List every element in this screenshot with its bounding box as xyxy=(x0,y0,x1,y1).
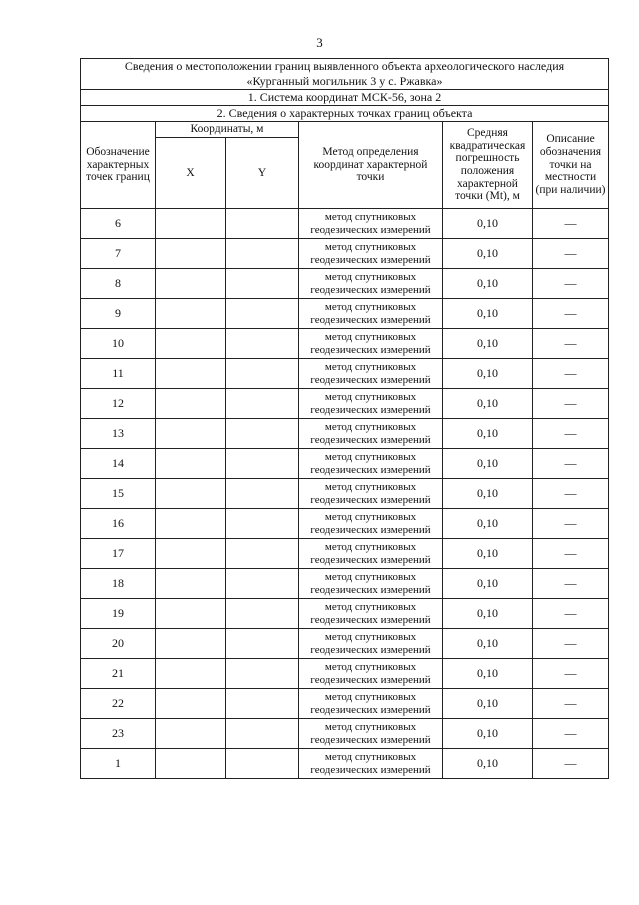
description-cell: — xyxy=(533,359,609,389)
table-row xyxy=(81,569,609,599)
header-x: X xyxy=(156,138,226,209)
x-cell xyxy=(156,509,226,539)
point-cell: 21 xyxy=(81,659,156,689)
error-cell: 0,10 xyxy=(443,629,533,659)
x-cell xyxy=(156,299,226,329)
header-description: Описание обозначения точки на местности (при наличии) xyxy=(533,122,609,209)
description-cell: — xyxy=(533,209,609,239)
header-coords: Координаты, м xyxy=(156,122,299,138)
error-cell: 0,10 xyxy=(443,659,533,689)
description-cell: — xyxy=(533,659,609,689)
point-cell: 1 xyxy=(81,749,156,779)
point-cell: 22 xyxy=(81,689,156,719)
method-cell: метод спутниковых геодезических измерений xyxy=(299,299,443,329)
method-cell: метод спутниковых геодезических измерений xyxy=(299,509,443,539)
point-cell: 9 xyxy=(81,299,156,329)
point-cell: 11 xyxy=(81,359,156,389)
method-cell: метод спутниковых геодезических измерений xyxy=(299,389,443,419)
table-row xyxy=(81,539,609,569)
error-cell: 0,10 xyxy=(443,539,533,569)
method-cell: метод спутниковых геодезических измерений xyxy=(299,539,443,569)
point-cell: 19 xyxy=(81,599,156,629)
method-cell: метод спутниковых геодезических измерений xyxy=(299,599,443,629)
table-row xyxy=(81,299,609,329)
error-cell: 0,10 xyxy=(443,419,533,449)
y-cell xyxy=(226,239,299,269)
y-cell xyxy=(226,209,299,239)
y-cell xyxy=(226,329,299,359)
y-cell xyxy=(226,359,299,389)
description-cell: — xyxy=(533,509,609,539)
x-cell xyxy=(156,599,226,629)
description-cell: — xyxy=(533,329,609,359)
point-cell: 14 xyxy=(81,449,156,479)
x-cell xyxy=(156,359,226,389)
table-row xyxy=(81,359,609,389)
table-row xyxy=(81,629,609,659)
point-cell: 7 xyxy=(81,239,156,269)
x-cell xyxy=(156,749,226,779)
y-cell xyxy=(226,569,299,599)
x-cell xyxy=(156,719,226,749)
x-cell xyxy=(156,239,226,269)
error-cell: 0,10 xyxy=(443,449,533,479)
description-cell: — xyxy=(533,269,609,299)
description-cell: — xyxy=(533,749,609,779)
x-cell xyxy=(156,389,226,419)
method-cell: метод спутниковых геодезических измерений xyxy=(299,359,443,389)
description-cell: — xyxy=(533,299,609,329)
header-error: Средняя квадратическая погрешность положения характерной точки (Mt), м xyxy=(443,122,533,209)
method-cell: метод спутниковых геодезических измерений xyxy=(299,419,443,449)
error-cell: 0,10 xyxy=(443,689,533,719)
error-cell: 0,10 xyxy=(443,479,533,509)
y-cell xyxy=(226,449,299,479)
table-row xyxy=(81,269,609,299)
x-cell xyxy=(156,209,226,239)
point-cell: 10 xyxy=(81,329,156,359)
point-cell: 6 xyxy=(81,209,156,239)
method-cell: метод спутниковых геодезических измерений xyxy=(299,689,443,719)
header-y: Y xyxy=(226,138,299,209)
point-cell: 16 xyxy=(81,509,156,539)
description-cell: — xyxy=(533,419,609,449)
error-cell: 0,10 xyxy=(443,569,533,599)
error-cell: 0,10 xyxy=(443,269,533,299)
header-method: Метод определения координат характерной точки xyxy=(299,122,443,209)
point-cell: 23 xyxy=(81,719,156,749)
title-line-2: «Курганный могильник 3 у с. Ржавка» xyxy=(246,74,443,88)
error-cell: 0,10 xyxy=(443,359,533,389)
point-cell: 20 xyxy=(81,629,156,659)
y-cell xyxy=(226,599,299,629)
x-cell xyxy=(156,479,226,509)
description-cell: — xyxy=(533,239,609,269)
y-cell xyxy=(226,269,299,299)
y-cell xyxy=(226,299,299,329)
x-cell xyxy=(156,569,226,599)
table-row xyxy=(81,749,609,779)
y-cell xyxy=(226,419,299,449)
table-row xyxy=(81,209,609,239)
method-cell: метод спутниковых геодезических измерений xyxy=(299,569,443,599)
table-row xyxy=(81,689,609,719)
y-cell xyxy=(226,689,299,719)
y-cell xyxy=(226,749,299,779)
x-cell xyxy=(156,629,226,659)
x-cell xyxy=(156,449,226,479)
error-cell: 0,10 xyxy=(443,209,533,239)
y-cell xyxy=(226,509,299,539)
x-cell xyxy=(156,329,226,359)
point-cell: 13 xyxy=(81,419,156,449)
description-cell: — xyxy=(533,569,609,599)
table-row xyxy=(81,239,609,269)
method-cell: метод спутниковых геодезических измерений xyxy=(299,629,443,659)
table-row xyxy=(81,719,609,749)
boundary-points-table xyxy=(80,58,609,779)
points-section-row: 2. Сведения о характерных точках границ объекта xyxy=(81,106,609,122)
point-cell: 15 xyxy=(81,479,156,509)
header-point: Обозначение характерных точек границ xyxy=(81,122,156,209)
method-cell: метод спутниковых геодезических измерений xyxy=(299,449,443,479)
x-cell xyxy=(156,419,226,449)
description-cell: — xyxy=(533,599,609,629)
y-cell xyxy=(226,659,299,689)
title-line-1: Сведения о местоположении границ выявленного объекта археологического наследия xyxy=(124,59,565,73)
y-cell xyxy=(226,539,299,569)
description-cell: — xyxy=(533,449,609,479)
method-cell: метод спутниковых геодезических измерений xyxy=(299,659,443,689)
table-row xyxy=(81,509,609,539)
table-title xyxy=(81,59,609,90)
point-cell: 8 xyxy=(81,269,156,299)
x-cell xyxy=(156,539,226,569)
x-cell xyxy=(156,659,226,689)
page-number: 3 xyxy=(316,35,323,50)
description-cell: — xyxy=(533,479,609,509)
method-cell: метод спутниковых геодезических измерений xyxy=(299,719,443,749)
table-row xyxy=(81,329,609,359)
error-cell: 0,10 xyxy=(443,329,533,359)
y-cell xyxy=(226,389,299,419)
error-cell: 0,10 xyxy=(443,299,533,329)
table-row xyxy=(81,479,609,509)
method-cell: метод спутниковых геодезических измерений xyxy=(299,269,443,299)
method-cell: метод спутниковых геодезических измерений xyxy=(299,239,443,269)
table-row xyxy=(81,449,609,479)
description-cell: — xyxy=(533,689,609,719)
point-cell: 12 xyxy=(81,389,156,419)
method-cell: метод спутниковых геодезических измерений xyxy=(299,479,443,509)
method-cell: метод спутниковых геодезических измерений xyxy=(299,749,443,779)
x-cell xyxy=(156,269,226,299)
y-cell xyxy=(226,479,299,509)
table-row xyxy=(81,599,609,629)
y-cell xyxy=(226,719,299,749)
error-cell: 0,10 xyxy=(443,599,533,629)
error-cell: 0,10 xyxy=(443,749,533,779)
description-cell: — xyxy=(533,629,609,659)
x-cell xyxy=(156,689,226,719)
error-cell: 0,10 xyxy=(443,239,533,269)
description-cell: — xyxy=(533,389,609,419)
point-cell: 17 xyxy=(81,539,156,569)
error-cell: 0,10 xyxy=(443,719,533,749)
error-cell: 0,10 xyxy=(443,509,533,539)
error-cell: 0,10 xyxy=(443,389,533,419)
y-cell xyxy=(226,629,299,659)
point-cell: 18 xyxy=(81,569,156,599)
table-row xyxy=(81,389,609,419)
method-cell: метод спутниковых геодезических измерений xyxy=(299,209,443,239)
description-cell: — xyxy=(533,539,609,569)
coordinate-system-row: 1. Система координат МСК-56, зона 2 xyxy=(81,90,609,106)
table-row xyxy=(81,659,609,689)
description-cell: — xyxy=(533,719,609,749)
table-row xyxy=(81,419,609,449)
method-cell: метод спутниковых геодезических измерений xyxy=(299,329,443,359)
